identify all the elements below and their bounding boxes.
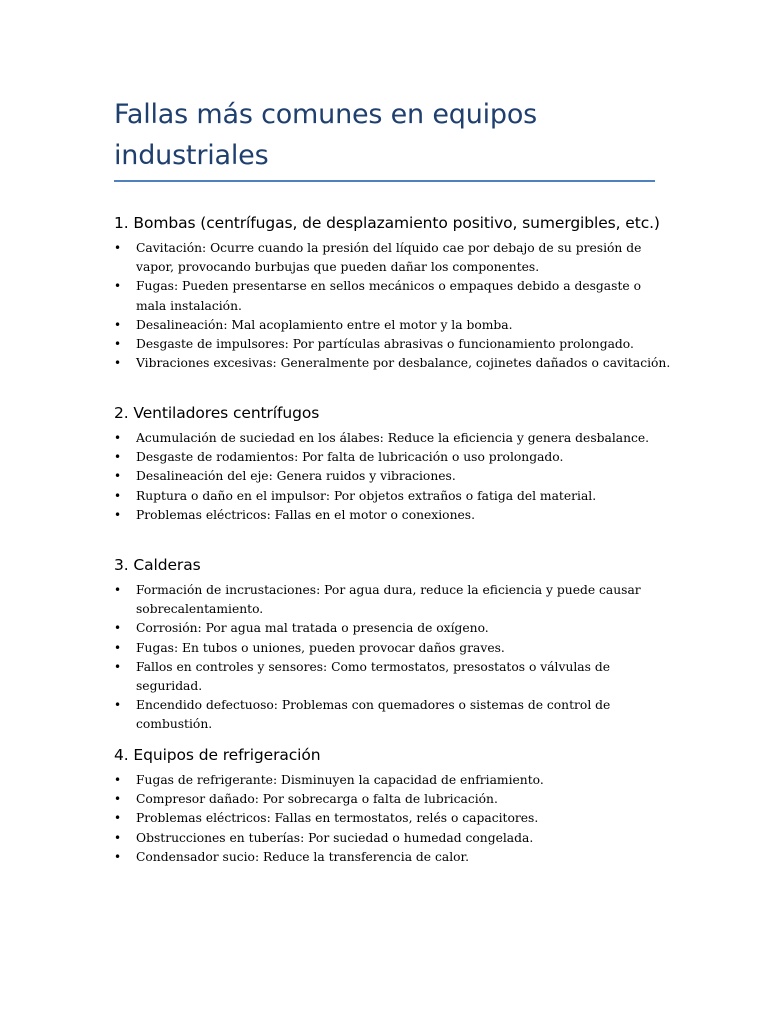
list-item-text: Formación de incrustaciones: Por agua dura, reduce la eficiencia y puede causar sobrecalentamiento. bbox=[136, 583, 641, 617]
bullet-list bbox=[114, 771, 674, 867]
list-item-text: Ruptura o daño en el impulsor: Por objetos extraños o fatiga del material. bbox=[136, 488, 597, 503]
list-item bbox=[114, 771, 674, 790]
section-calderas bbox=[114, 555, 674, 735]
bullet-icon: • bbox=[114, 583, 122, 597]
list-item-text: Desgaste de rodamientos: Por falta de lubricación o uso prolongado. bbox=[136, 450, 564, 465]
list-item bbox=[114, 277, 674, 315]
section-bombas bbox=[114, 213, 674, 373]
bullet-icon: • bbox=[114, 279, 122, 294]
list-item-text: Corrosión: Por agua mal tratada o presencia de oxígeno. bbox=[136, 621, 489, 636]
bullet-icon: • bbox=[114, 773, 122, 787]
list-item-text: Compresor dañado: Por sobrecarga o falta de lubricación. bbox=[136, 792, 498, 807]
list-item bbox=[114, 506, 674, 525]
list-item bbox=[114, 848, 674, 867]
bullet-icon: • bbox=[114, 659, 122, 674]
bullet-icon: • bbox=[114, 241, 122, 255]
section-heading: 1. Bombas (centrífugas, de desplazamiento positivo, sumergibles, etc.) bbox=[114, 214, 660, 232]
bullet-icon: • bbox=[114, 488, 122, 503]
title-underline bbox=[114, 180, 655, 182]
section-heading: 4. Equipos de refrigeración bbox=[114, 746, 321, 764]
section-heading: 2. Ventiladores centrífugos bbox=[114, 404, 320, 422]
list-item bbox=[114, 467, 674, 486]
list-item bbox=[114, 696, 674, 734]
list-item bbox=[114, 335, 674, 354]
list-item-text: Fugas: Pueden presentarse en sellos mecánicos o empaques debido a desgaste o mala instalación. bbox=[136, 279, 641, 313]
list-item-text: Fugas de refrigerante: Disminuyen la capacidad de enfriamiento. bbox=[136, 773, 544, 787]
section-ventiladores bbox=[114, 403, 674, 525]
list-item bbox=[114, 487, 674, 506]
list-item-text: Vibraciones excesivas: Generalmente por desbalance, cojinetes dañados o cavitación. bbox=[136, 356, 671, 371]
bullet-icon: • bbox=[114, 792, 122, 807]
list-item bbox=[114, 429, 674, 448]
bullet-icon: • bbox=[114, 337, 122, 352]
list-item bbox=[114, 809, 674, 828]
list-item-text: Acumulación de suciedad en los álabes: Reduce la eficiencia y genera desbalance. bbox=[136, 431, 650, 445]
bullet-icon: • bbox=[114, 849, 122, 864]
list-item-text: Fallos en controles y sensores: Como termostatos, presostatos o válvulas de seguridad. bbox=[136, 659, 610, 694]
list-item bbox=[114, 581, 674, 619]
list-item-text: Desalineación: Mal acoplamiento entre el motor y la bomba. bbox=[136, 317, 513, 332]
list-item-text: Encendido defectuoso: Problemas con quemadores o sistemas de control de combustión. bbox=[136, 698, 611, 732]
list-item bbox=[114, 658, 674, 696]
bullet-icon: • bbox=[114, 507, 122, 522]
bullet-icon: • bbox=[114, 469, 122, 484]
list-item-text: Condensador sucio: Reduce la transferencia de calor. bbox=[136, 849, 469, 864]
bullet-list bbox=[114, 239, 674, 373]
page-title: Fallas más comunes en equipos industriales bbox=[114, 99, 538, 171]
bullet-list bbox=[114, 429, 674, 525]
list-item bbox=[114, 239, 674, 277]
list-item-text: Problemas eléctricos: Fallas en termostatos, relés o capacitores. bbox=[136, 811, 539, 826]
bullet-icon: • bbox=[114, 698, 122, 713]
bullet-icon: • bbox=[114, 640, 122, 655]
bullet-icon: • bbox=[114, 431, 122, 445]
section-refrigeracion bbox=[114, 745, 674, 867]
list-item bbox=[114, 790, 674, 809]
list-item bbox=[114, 639, 674, 658]
list-item bbox=[114, 354, 674, 373]
bullet-list bbox=[114, 581, 674, 735]
list-item bbox=[114, 619, 674, 638]
list-item bbox=[114, 316, 674, 335]
section-heading: 3. Calderas bbox=[114, 556, 201, 574]
bullet-icon: • bbox=[114, 356, 122, 371]
list-item-text: Cavitación: Ocurre cuando la presión del líquido cae por debajo de su presión de vapor, provocando burbujas que pueden dañar los componentes. bbox=[136, 241, 642, 275]
bullet-icon: • bbox=[114, 317, 122, 332]
bullet-icon: • bbox=[114, 450, 122, 465]
list-item-text: Fugas: En tubos o uniones, pueden provocar daños graves. bbox=[136, 640, 505, 655]
bullet-icon: • bbox=[114, 830, 122, 845]
list-item-text: Desalineación del eje: Genera ruidos y vibraciones. bbox=[136, 469, 456, 484]
list-item bbox=[114, 448, 674, 467]
list-item bbox=[114, 829, 674, 848]
list-item-text: Desgaste de impulsores: Por partículas abrasivas o funcionamiento prolongado. bbox=[136, 337, 634, 352]
list-item-text: Obstrucciones en tuberías: Por suciedad o humedad congelada. bbox=[136, 830, 534, 845]
bullet-icon: • bbox=[114, 811, 122, 826]
list-item-text: Problemas eléctricos: Fallas en el motor o conexiones. bbox=[136, 507, 475, 522]
bullet-icon: • bbox=[114, 621, 122, 636]
